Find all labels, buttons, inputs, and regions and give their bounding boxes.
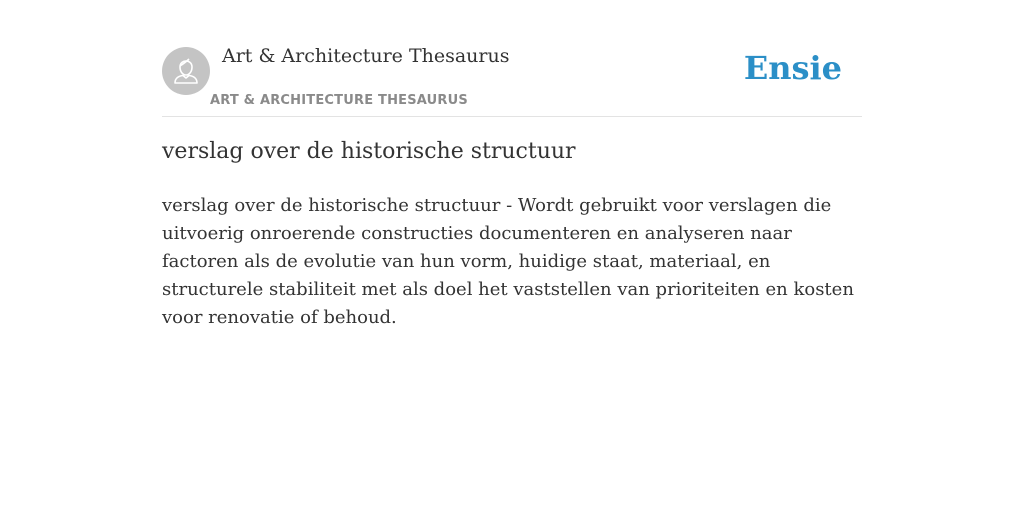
brand-logo[interactable]: Ensie (743, 49, 842, 87)
author-name[interactable]: Art & Architecture Thesaurus (222, 45, 510, 67)
profile-header (162, 40, 862, 117)
user-outline-icon (162, 47, 210, 95)
avatar[interactable] (162, 47, 210, 95)
term-title: verslag over de historische structuur (162, 139, 576, 164)
source-label[interactable]: ART & ARCHITECTURE THESAURUS (210, 93, 468, 108)
definition-text: verslag over de historische structuur - Wordt gebruikt voor verslagen die uitvoerig onroerende constructies documenteren en analyseren naar factoren als de evolutie van hun vorm, huidige staat, materiaal, en structurele stabiliteit met als doel het vaststellen van prioriteiten en kosten voor renovatie of behoud. (162, 195, 854, 328)
